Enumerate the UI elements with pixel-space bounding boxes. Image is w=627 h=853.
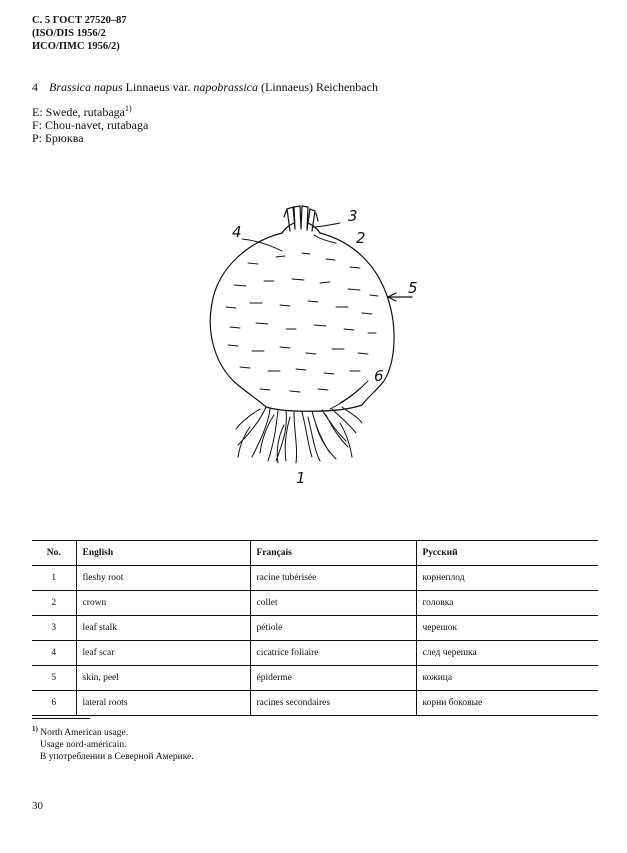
- cell-french: épiderme: [250, 666, 416, 691]
- lateral-roots: [236, 407, 362, 463]
- footnote: [32, 723, 194, 763]
- footnote-line-ru: В употреблении в Северной Америке.: [40, 752, 194, 763]
- footnote-ref: 1): [124, 104, 132, 113]
- table-row: [32, 566, 598, 591]
- species-variety: napobrassica: [193, 80, 258, 94]
- cell-no: 5: [32, 666, 76, 691]
- cell-french: collet: [250, 591, 416, 616]
- column-header-english: English: [76, 541, 250, 566]
- cell-french: cicatrice foliaire: [250, 641, 416, 666]
- cell-russian: корнеплод: [416, 566, 598, 591]
- common-name-fr: F: Chou-navet, rutabaga: [32, 118, 149, 132]
- header-iso-ref-ru: ИСО/ПМС 1956/2): [32, 41, 120, 52]
- swede-drawing: [190, 195, 450, 495]
- footnote-line-en: $^{1)}$ North American usage.: [32, 725, 129, 739]
- header-standard: С. 5 ГОСТ 27520–87: [32, 15, 127, 26]
- cell-no: 4: [32, 641, 76, 666]
- figure-label-6: 6: [374, 367, 384, 385]
- cell-french: racine tubérisée: [250, 566, 416, 591]
- figure-label-1: 1: [296, 469, 306, 487]
- cell-no: 3: [32, 616, 76, 641]
- species-binomial: Brassica napus: [49, 80, 123, 94]
- cell-russian: корни боковые: [416, 691, 598, 716]
- cell-french: pétiole: [250, 616, 416, 641]
- column-header-no: No.: [32, 541, 76, 566]
- table-row: [32, 591, 598, 616]
- species-heading: [32, 80, 378, 95]
- table-row: [32, 691, 598, 716]
- species-author: Linnaeus var.: [125, 80, 191, 94]
- table-row: [32, 616, 598, 641]
- footnote-line-fr: Usage nord-américain.: [40, 740, 127, 751]
- cell-russian: кожица: [416, 666, 598, 691]
- footnote-mark: 1): [32, 725, 38, 733]
- leader-line-3: [312, 223, 340, 227]
- cell-english: leaf stalk: [76, 616, 250, 641]
- figure-label-4: 4: [232, 223, 242, 241]
- swede-illustration: [190, 195, 450, 495]
- figure-label-3: 3: [348, 207, 358, 225]
- column-header-russian: Русский: [416, 541, 598, 566]
- table-header-row: [32, 541, 598, 566]
- document-header: [32, 14, 127, 53]
- page-number: 30: [32, 800, 43, 812]
- species-variety-author: (Linnaeus) Reichenbach: [261, 80, 378, 94]
- cell-french: racines secondaires: [250, 691, 416, 716]
- cell-no: 6: [32, 691, 76, 716]
- cell-english: crown: [76, 591, 250, 616]
- cell-english: skin, peel: [76, 666, 250, 691]
- column-header-french: Français: [250, 541, 416, 566]
- cell-russian: черешок: [416, 616, 598, 641]
- common-names: [32, 102, 148, 145]
- skin-marks: [226, 253, 378, 392]
- cell-english: leaf scar: [76, 641, 250, 666]
- species-number: 4: [32, 80, 38, 94]
- terms-table: [32, 540, 598, 716]
- table-row: [32, 666, 598, 691]
- cell-english: lateral roots: [76, 691, 250, 716]
- figure-label-5: 5: [408, 279, 418, 297]
- cell-english: fleshy root: [76, 566, 250, 591]
- cell-russian: след черешка: [416, 641, 598, 666]
- leader-line-2: [314, 235, 336, 243]
- common-name-en: E: Swede, rutabaga$^{1)}$: [32, 104, 132, 119]
- swede-body-outline: [210, 233, 394, 411]
- header-iso-ref: (ISO/DIS 1956/2: [32, 28, 106, 39]
- figure-label-2: 2: [356, 229, 366, 247]
- footnote-divider: [32, 718, 90, 719]
- cell-no: 1: [32, 566, 76, 591]
- table-row: [32, 641, 598, 666]
- common-name-ru: P: Брюква: [32, 131, 84, 145]
- cell-no: 2: [32, 591, 76, 616]
- cell-russian: головка: [416, 591, 598, 616]
